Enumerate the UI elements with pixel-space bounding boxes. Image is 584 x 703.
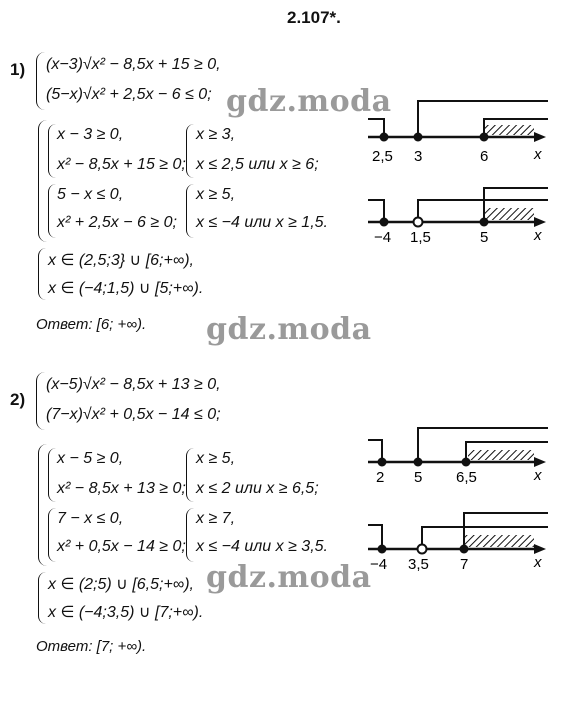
- svg-text:6,5: 6,5: [456, 469, 477, 486]
- system-line: 7 − x ≤ 0,: [57, 510, 124, 527]
- brace: [36, 372, 45, 430]
- system-line: x² − 8,5x + 15 ≥ 0;: [57, 156, 186, 173]
- system-line: x ≥ 5,: [196, 450, 236, 467]
- result-line: x ∈ (−4;1,5) ∪ [5;+∞).: [48, 280, 204, 297]
- brace: [48, 124, 56, 178]
- answer-2: Ответ: [7; +∞).: [36, 638, 147, 655]
- brace: [186, 124, 194, 178]
- number-line-2b: [362, 505, 552, 575]
- system-line: 5 − x ≤ 0,: [57, 186, 124, 203]
- svg-text:x: x: [534, 554, 542, 571]
- system-line: x ≤ 2,5 или x ≥ 6;: [196, 156, 319, 173]
- answer-1: Ответ: [6; +∞).: [36, 316, 147, 333]
- brace: [38, 248, 46, 300]
- svg-text:2: 2: [376, 469, 385, 486]
- part-1-number: 1): [10, 60, 26, 79]
- brace: [186, 448, 194, 502]
- system-line: (7−x)√x² + 0,5x − 14 ≤ 0;: [46, 406, 221, 423]
- brace: [38, 444, 47, 566]
- system-line: (x−5)√x² − 8,5x + 13 ≥ 0,: [46, 376, 221, 393]
- svg-text:−4: −4: [370, 556, 388, 573]
- svg-text:2,5: 2,5: [372, 148, 393, 165]
- brace: [186, 184, 194, 238]
- svg-text:3,5: 3,5: [408, 556, 429, 573]
- system-line: x − 5 ≥ 0,: [57, 450, 124, 467]
- svg-text:3: 3: [414, 148, 423, 165]
- system-line: x² + 2,5x − 6 ≥ 0;: [57, 214, 177, 231]
- system-line: (x−3)√x² − 8,5x + 15 ≥ 0,: [46, 56, 221, 73]
- system-line: x ≤ −4 или x ≥ 1,5.: [196, 214, 328, 231]
- system-line: x ≥ 3,: [196, 126, 236, 143]
- svg-text:7: 7: [460, 556, 469, 573]
- number-line-1b: [362, 180, 552, 248]
- svg-text:6: 6: [480, 148, 489, 165]
- svg-text:x: x: [534, 227, 542, 244]
- brace: [186, 508, 194, 562]
- result-line: x ∈ (2,5;3} ∪ [6;+∞),: [48, 252, 194, 269]
- svg-text:x: x: [534, 467, 542, 484]
- svg-text:5: 5: [480, 229, 489, 246]
- svg-text:−4: −4: [374, 229, 392, 246]
- svg-text:1,5: 1,5: [410, 229, 431, 246]
- brace: [48, 448, 56, 502]
- result-line: x ∈ (−4;3,5) ∪ [7;+∞).: [48, 604, 204, 621]
- system-line: (5−x)√x² + 2,5x − 6 ≤ 0;: [46, 86, 212, 103]
- brace: [48, 184, 56, 238]
- problem-title: 2.107*.: [287, 8, 341, 27]
- watermark: gdz.moda: [206, 560, 372, 595]
- system-line: x ≥ 7,: [196, 510, 236, 527]
- brace: [38, 120, 47, 242]
- system-line: x² + 0,5x − 14 ≥ 0;: [57, 538, 186, 555]
- system-line: x ≥ 5,: [196, 186, 236, 203]
- system-line: x ≤ −4 или x ≥ 3,5.: [196, 538, 328, 555]
- part-2-number: 2): [10, 390, 26, 409]
- brace: [36, 52, 45, 110]
- system-line: x² − 8,5x + 13 ≥ 0;: [57, 480, 186, 497]
- watermark: gdz.moda: [226, 84, 392, 119]
- result-line: x ∈ (2;5) ∪ [6,5;+∞),: [48, 576, 194, 593]
- system-line: x ≤ 2 или x ≥ 6,5;: [196, 480, 319, 497]
- svg-text:x: x: [534, 146, 542, 163]
- number-line-2a: [362, 420, 552, 490]
- brace: [48, 508, 56, 562]
- watermark: gdz.moda: [206, 312, 372, 347]
- svg-text:5: 5: [414, 469, 423, 486]
- system-line: x − 3 ≥ 0,: [57, 126, 124, 143]
- brace: [38, 572, 46, 624]
